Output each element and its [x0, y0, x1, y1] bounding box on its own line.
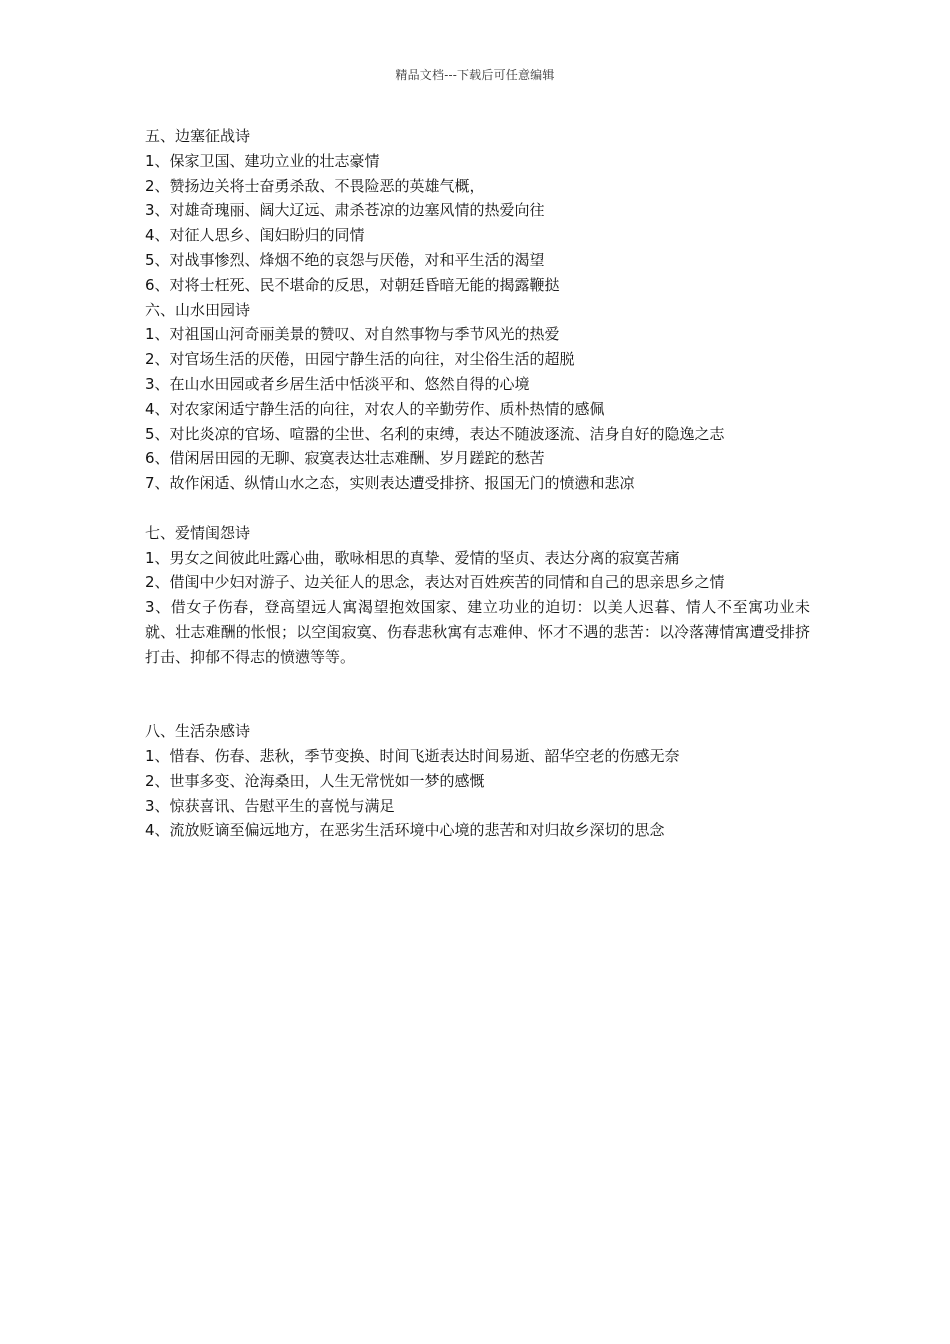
list-item: 1、惜春、伤春、悲秋，季节变换、时间飞逝表达时间易逝、韶华空老的伤感无奈 [145, 746, 680, 765]
list-item: 6、对将士枉死、民不堪命的反思，对朝廷昏暗无能的揭露鞭挞 [145, 275, 560, 294]
section-love-poems [145, 521, 810, 670]
section-title: 五、边塞征战诗 [145, 127, 251, 145]
section-frontier-poems [145, 124, 810, 298]
section-life-reflection-poems [145, 719, 810, 843]
document-body [145, 124, 810, 843]
list-item: 4、流放贬谪至偏远地方，在恶劣生活环境中心境的悲苦和对归故乡深切的思念 [145, 821, 665, 840]
list-item: 3、惊获喜讯、告慰平生的喜悦与满足 [145, 796, 395, 815]
list-item: 5、对比炎凉的官场、喧嚣的尘世、名利的束缚，表达不随波逐流、洁身自好的隐逸之志 [145, 424, 725, 443]
list-item: 2、借闺中少妇对游子、边关征人的思念，表达对百姓疾苦的同情和自己的思亲思乡之情 [145, 573, 725, 592]
section-title: 七、爱情闺怨诗 [145, 523, 251, 542]
list-item: 4、对农家闲适宁静生活的向往，对农人的辛勤劳作、质朴热情的感佩 [145, 399, 605, 418]
list-item: 3、借女子伤春，登高望远人寓渴望抱效国家、建立功业的迫切：以美人迟暮、情人不至寓功业未就、壮志难酬的怅恨；以空闺寂寞、伤春悲秋寓有志难伸、怀才不遇的悲苦：以冷落薄情寓遭受排挤打击、抑郁不得志的愤懑等等。 [145, 598, 810, 666]
list-item: 2、世事多变、沧海桑田，人生无常恍如一梦的感慨 [145, 771, 485, 790]
section-landscape-pastoral-poems [145, 298, 810, 496]
list-item: 1、保家卫国、建功立业的壮志豪情 [145, 151, 380, 170]
section-spacer [145, 670, 810, 720]
list-item: 4、对征人思乡、闺妇盼归的同情 [145, 226, 365, 245]
list-item: 1、对祖国山河奇丽美景的赞叹、对自然事物与季节风光的热爱 [145, 325, 560, 344]
list-item: 6、借闲居田园的无聊、寂寞表达壮志难酬、岁月蹉跎的愁苦 [145, 449, 545, 468]
section-title: 八、生活杂感诗 [145, 722, 251, 741]
list-item: 7、故作闲适、纵情山水之态，实则表达遭受排挤、报国无门的愤懑和悲凉 [145, 474, 635, 493]
list-item: 3、在山水田园或者乡居生活中恬淡平和、悠然自得的心境 [145, 374, 530, 393]
list-item: 2、对官场生活的厌倦，田园宁静生活的向往，对尘俗生活的超脱 [145, 350, 575, 369]
page-header: 精品文档---下载后可任意编辑 [395, 68, 555, 82]
list-item: 2、赞扬边关将士奋勇杀敌、不畏险恶的英雄气概， [145, 176, 485, 195]
list-item: 3、对雄奇瑰丽、阔大辽远、肃杀苍凉的边塞风情的热爱向往 [145, 201, 545, 220]
list-item: 1、男女之间彼此吐露心曲，歌咏相思的真挚、爱情的坚贞、表达分离的寂寞苦痛 [145, 548, 680, 567]
section-title: 六、山水田园诗 [145, 300, 251, 319]
section-spacer [145, 496, 810, 521]
list-item: 5、对战事惨烈、烽烟不绝的哀怨与厌倦，对和平生活的渴望 [145, 250, 545, 269]
